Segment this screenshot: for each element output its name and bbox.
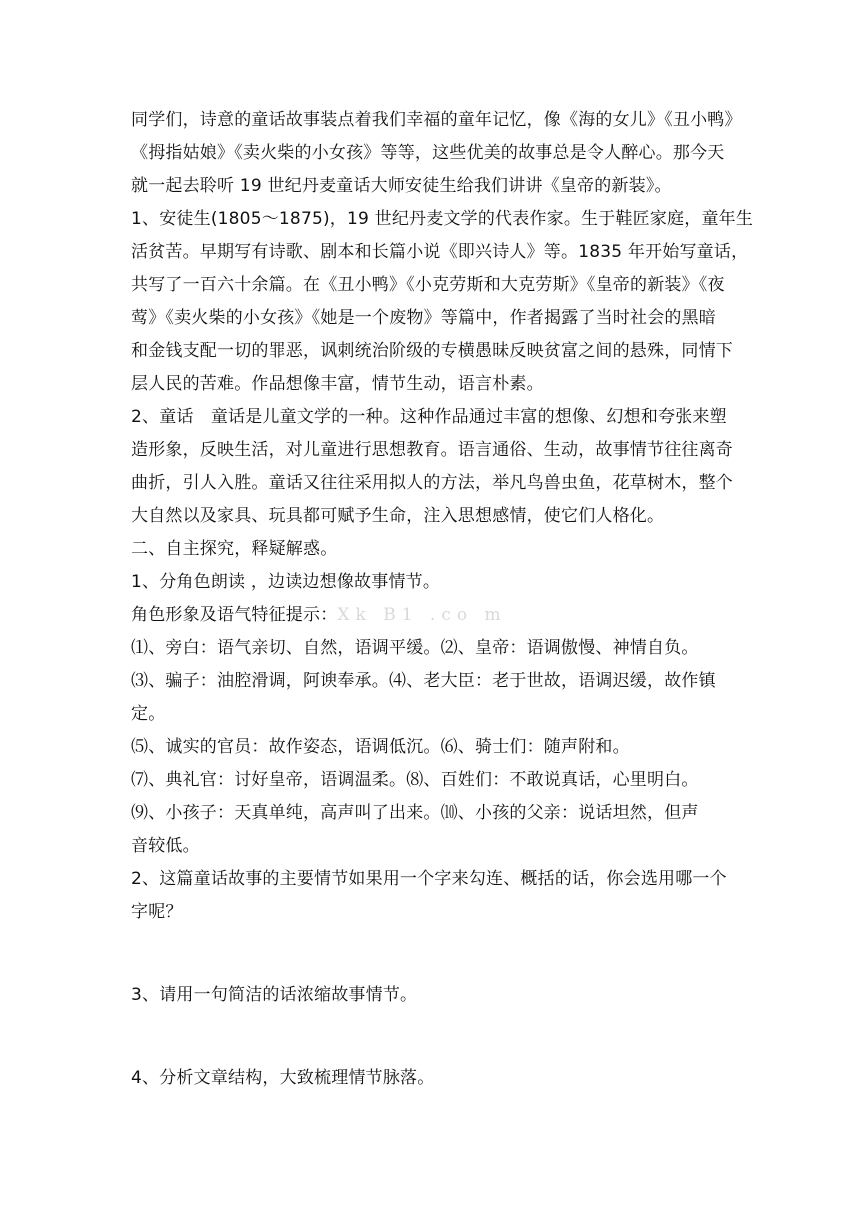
task-4: 4、分析文章结构，大致梳理情节脉落。 [131,1068,435,1088]
author-line: 共写了一百六十余篇。在《丑小鸭》《小克劳斯和大克劳斯》《皇帝的新装》《夜 [131,275,725,295]
intro-line: 同学们，诗意的童话故事装点着我们幸福的童年记忆，像《海的女儿》《丑小鸭》 [131,110,742,130]
fairy-tale-line: 造形象，反映生活，对儿童进行思想教育。语言通俗、生动，故事情节往往离奇 [131,440,733,460]
task-2-line: 2、这篇童话故事的主要情节如果用一个字来勾连、概括的话，你会选用哪一个 [131,869,727,889]
intro-line: 就一起去聆听 19 世纪丹麦童话大师安徒生给我们讲讲《皇帝的新装》。 [131,176,672,196]
task-1: 1、分角色朗读 ，边读边想像故事情节。 [131,572,441,592]
author-line: 和金钱支配一切的罪恶，讽刺统治阶级的专横愚昧反映贫富之间的悬殊，同情下 [131,341,733,361]
role-line: 定。 [131,704,166,724]
role-line: ⑼、小孩子：天真单纯，高声叫了出来。⑽、小孩的父亲：说话坦然，但声 [131,803,699,823]
role-line: ⑶、骗子：油腔滑调，阿谀奉承。⑷、老大臣：老于世故，语调迟缓，故作镇 [131,671,716,691]
fairy-tale-line: 大自然以及家具、玩具都可赋予生命，注入思想感情，使它们人格化。 [131,506,665,526]
author-line: 层人民的苦难。作品想像丰富，情节生动，语言朴素。 [131,374,544,394]
fairy-tale-line: 2、童话 童话是儿童文学的一种。这种作品通过丰富的想像、幻想和夸张来塑 [131,407,727,427]
fairy-tale-line: 曲折，引人入胜。童话又往往采用拟人的方法，举凡鸟兽虫鱼，花草树木，整个 [131,473,733,493]
author-line: 莺》《卖火柴的小女孩》《她是一个废物》等篇中，作者揭露了当时社会的黑暗 [131,308,716,328]
watermark: Xk B1 .co m [337,605,507,625]
role-line: ⑴、旁白：语气亲切、自然，语调平缓。⑵、皇帝：语调傲慢、神情自负。 [131,638,699,658]
roles-hint-line [131,603,507,627]
section-heading: 二、自主探究，释疑解惑。 [131,539,338,559]
task-3: 3、请用一句简洁的话浓缩故事情节。 [131,985,418,1005]
task-2-line: 字呢？ [131,902,183,922]
role-line: 音较低。 [131,836,200,856]
author-line: 活贫苦。早期写有诗歌、剧本和长篇小说《即兴诗人》等。1835 年开始写童话， [131,242,749,262]
author-line: 1、安徒生(1805～1875)，19 世纪丹麦文学的代表作家。生于鞋匠家庭，童年生 [131,209,754,229]
roles-hint: 角色形象及语气特征提示： [131,605,338,625]
intro-line: 《拇指姑娘》《卖火柴的小女孩》等等，这些优美的故事总是令人醉心。那今天 [131,143,725,163]
role-line: ⑸、诚实的官员：故作姿态，语调低沉。⑹、骑士们：随声附和。 [131,737,630,757]
role-line: ⑺、典礼官：讨好皇帝，语调温柔。⑻、百姓们：不敢说真话，心里明白。 [131,770,699,790]
